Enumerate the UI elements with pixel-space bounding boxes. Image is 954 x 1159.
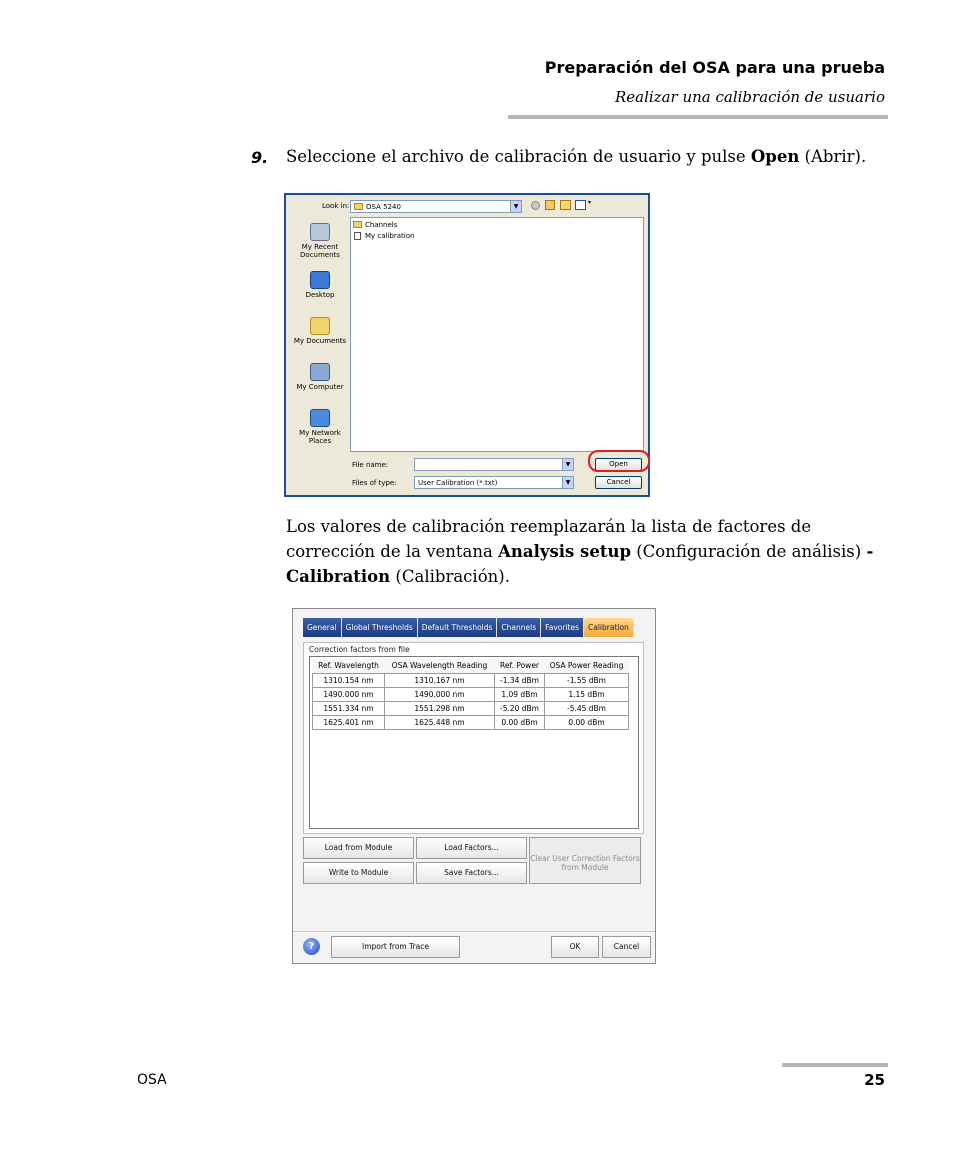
column-header: Ref. Power [495,659,545,673]
files-of-type-label: Files of type: [352,479,397,487]
correction-table-grid [312,659,629,730]
tab-bar [303,618,634,637]
step-number: 9. [251,148,269,167]
place-my-recent-documents[interactable]: My Recent Documents [290,223,350,259]
look-in-value: OSA 5240 [366,203,401,211]
places-bar [290,213,350,471]
tab-default-thresholds[interactable]: Default Thresholds [418,618,498,637]
recent-documents-icon [310,223,330,241]
chevron-down-icon: ▼ [562,459,573,470]
help-icon[interactable]: ? [303,938,320,955]
cancel-button[interactable]: Cancel [602,936,651,958]
tab-global-thresholds[interactable]: Global Thresholds [342,618,418,637]
load-from-module-button[interactable]: Load from Module [303,837,414,859]
place-desktop[interactable]: Desktop [290,271,350,299]
load-factors-button[interactable]: Load Factors... [416,837,527,859]
step-text-after: (Abrir). [799,147,867,166]
cancel-button[interactable]: Cancel [595,476,642,489]
folder-icon [354,203,363,210]
write-to-module-button[interactable]: Write to Module [303,862,414,884]
import-from-trace-button[interactable]: Import from Trace [331,936,460,958]
network-places-icon [310,409,330,427]
clear-user-correction-button[interactable]: Clear User Correction Factors from Module [529,837,641,884]
footer-product: OSA [137,1072,167,1088]
open-file-dialog [284,193,650,497]
file-name-input[interactable] [414,458,574,471]
table-row[interactable]: 1490.000 nm 1490.000 nm 1.09 dBm 1.15 dBm [313,687,629,701]
chevron-down-icon: ▼ [510,201,521,212]
analysis-setup-window [292,608,656,964]
up-folder-icon[interactable] [545,200,555,210]
my-computer-icon [310,363,330,381]
view-menu-icon[interactable] [575,200,586,210]
save-factors-button[interactable]: Save Factors... [416,862,527,884]
header-rule [508,115,888,119]
group-title: Correction factors from file [309,645,410,654]
files-of-type-select[interactable]: User Calibration (*.txt) ▼ [414,476,574,489]
step-text [286,147,866,166]
correction-factors-group [303,642,644,834]
header-subtitle: Realizar una calibración de usuario [614,88,885,106]
column-header: OSA Wavelength Reading [385,659,495,673]
tab-channels[interactable]: Channels [497,618,541,637]
place-my-network-places[interactable]: My Network Places [290,409,350,445]
column-header: Ref. Wavelength [313,659,385,673]
body-paragraph: Los valores de calibración reemplazarán la lista de factores de corrección de la ventana Analysis setup (Configuración de análisis) - Calibration (Calibración). [286,517,874,586]
desktop-icon [310,271,330,289]
bottom-divider [293,931,655,932]
tab-favorites[interactable]: Favorites [541,618,584,637]
tab-calibration[interactable]: Calibration [584,618,634,637]
header-title: Preparación del OSA para una prueba [544,58,885,77]
back-icon[interactable] [531,201,540,210]
chevron-down-icon: ▼ [562,477,573,488]
table-row[interactable]: 1625.401 nm 1625.448 nm 0.00 dBm 0.00 dBm [313,715,629,729]
open-button[interactable]: Open [595,458,642,471]
highlight-ring [588,450,650,472]
file-name-label: File name: [352,461,389,469]
ok-button[interactable]: OK [551,936,599,958]
footer-rule [782,1063,888,1067]
correction-table[interactable] [309,656,639,829]
tab-general[interactable]: General [303,618,342,637]
place-my-computer[interactable]: My Computer [290,363,350,391]
text-file-icon [354,232,361,240]
folder-icon [353,221,362,228]
page-number: 25 [864,1071,885,1089]
place-my-documents[interactable]: My Documents [290,317,350,345]
table-row[interactable]: 1551.334 nm 1551.298 nm -5.20 dBm -5.45 dBm [313,701,629,715]
table-header-row [313,659,629,673]
view-menu-arrow-icon[interactable]: ▾ [588,199,592,206]
look-in-select[interactable] [350,200,522,213]
step-text-before: Seleccione el archivo de calibración de usuario y pulse [286,147,751,166]
my-documents-icon [310,317,330,335]
new-folder-icon[interactable] [560,200,571,210]
file-list[interactable]: Channels My calibration [350,217,644,452]
step-text-bold: Open [750,147,800,166]
column-header: OSA Power Reading [545,659,629,673]
look-in-label: Look in: [322,202,350,210]
table-row[interactable]: 1310.154 nm 1310.167 nm -1.34 dBm -1.55 dBm [313,673,629,687]
